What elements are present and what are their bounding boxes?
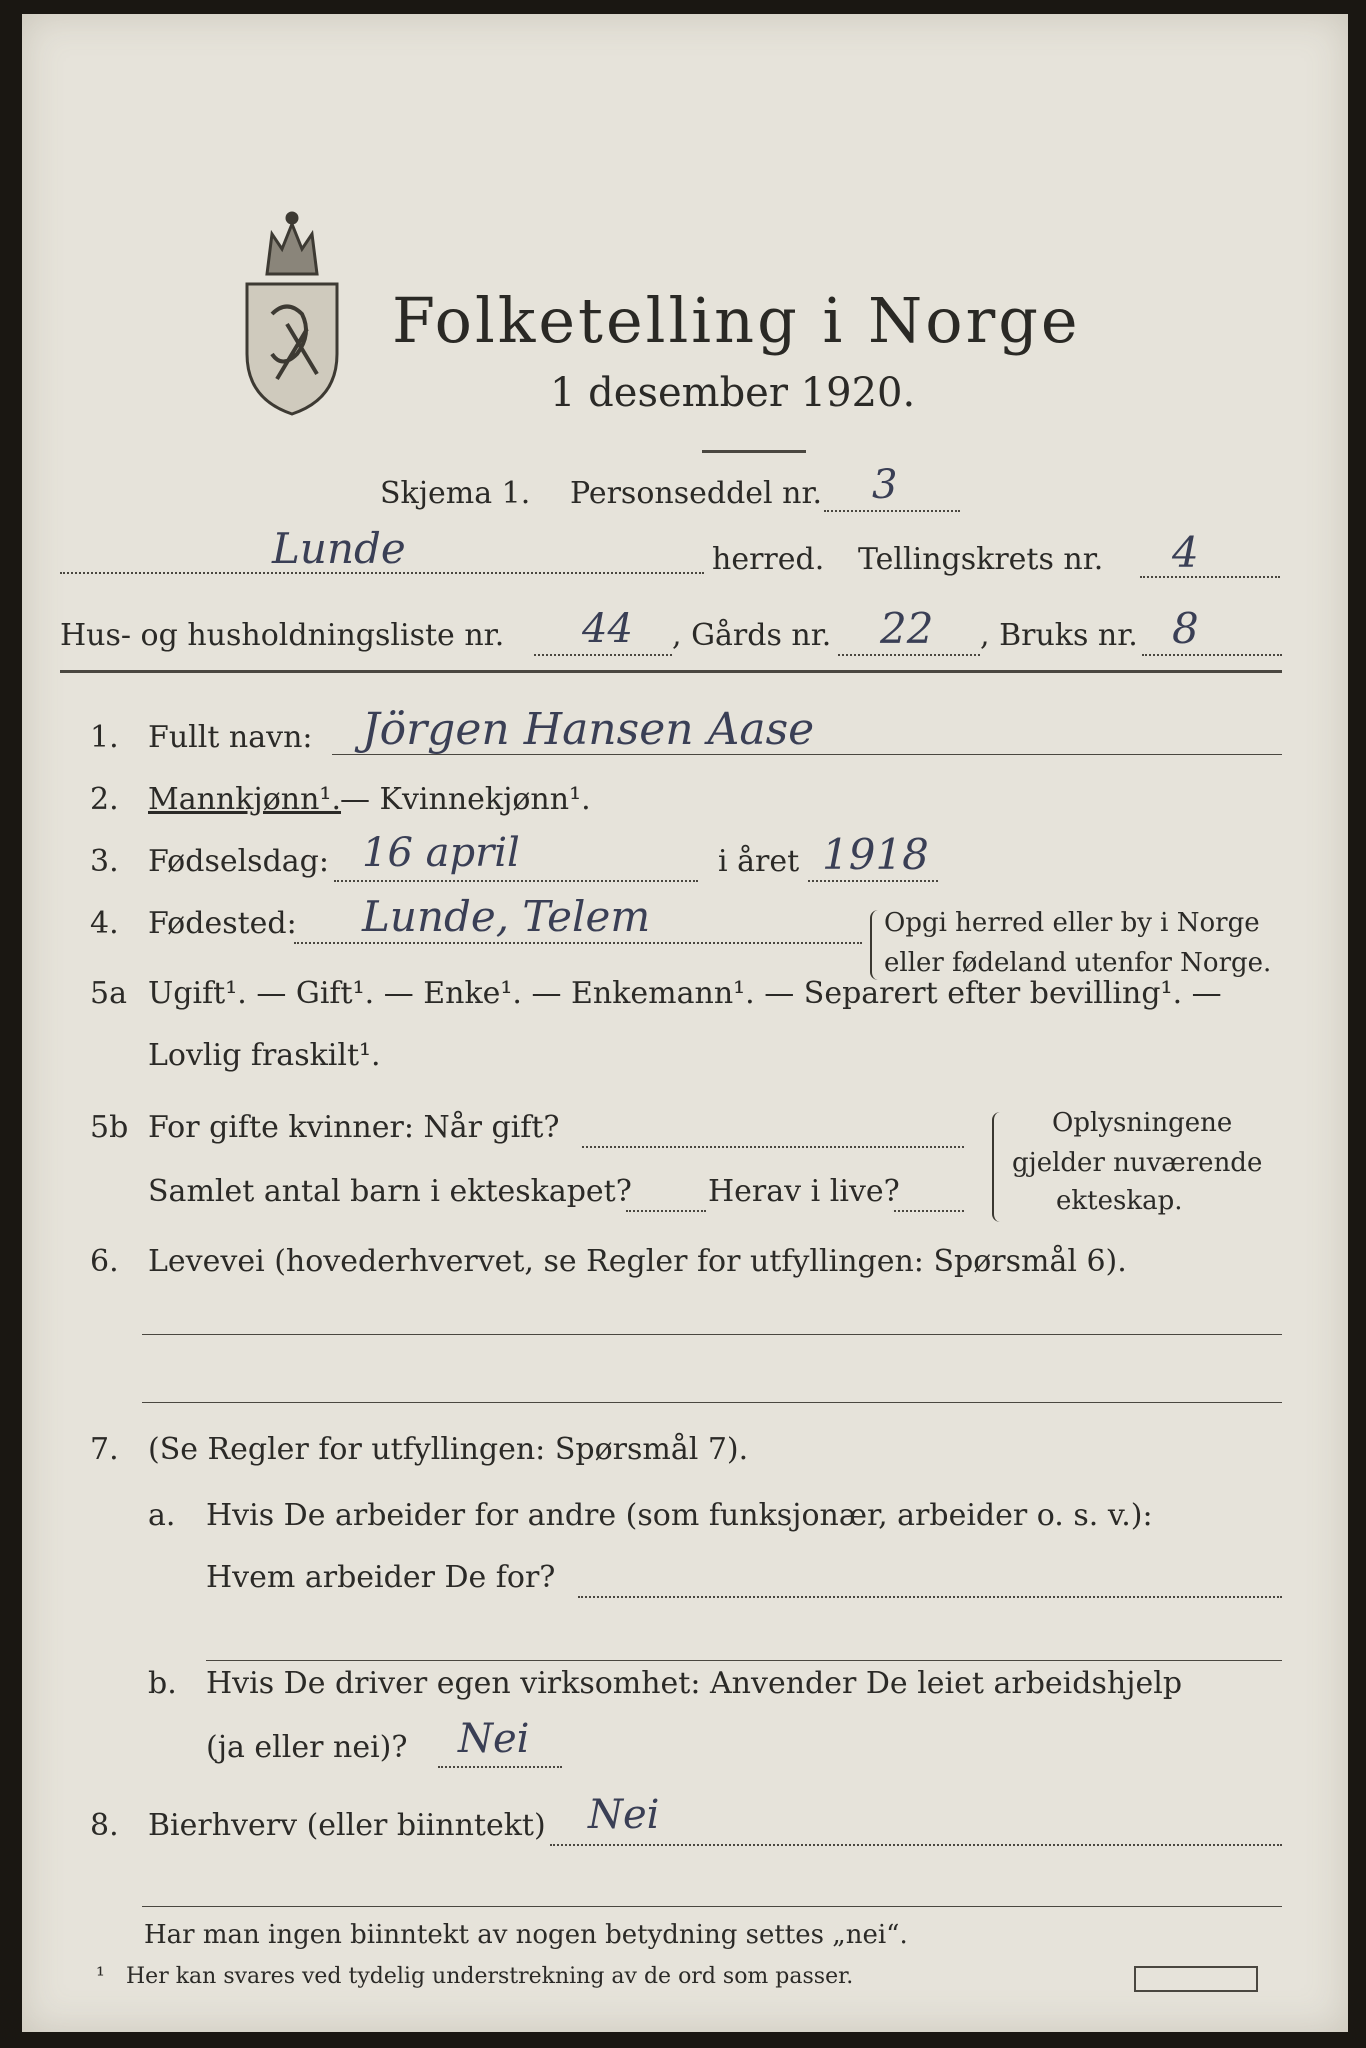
occupation-line-2 (142, 1402, 1282, 1403)
married-when-line (582, 1146, 964, 1148)
q5b-note-line3: ekteskap. (1056, 1186, 1183, 1216)
tellingskrets-value[interactable]: 4 (1172, 528, 1199, 577)
census-date: 1 desember 1920. (550, 370, 916, 416)
occupation-label: Levevei (hovederhvervet, se Regler for utfyllingen: Spørsmål 6). (148, 1244, 1127, 1279)
gards-line (838, 654, 980, 656)
footer-note: Har man ingen biinntekt av nogen betydning settes „nei“. (144, 1920, 908, 1950)
gards-value[interactable]: 22 (880, 604, 934, 653)
side-income-label: Bierhverv (eller biinntekt) (148, 1808, 546, 1843)
bruks-line (1142, 654, 1282, 656)
married-when-label: For gifte kvinner: Når gift? (148, 1110, 560, 1145)
marital-options[interactable]: Ugift¹. — Gift¹. — Enke¹. — Enkemann¹. — Separert efter bevilling¹. — (148, 976, 1222, 1011)
gards-label: , Gårds nr. (672, 618, 832, 653)
side-income-value[interactable]: Nei (588, 1792, 660, 1838)
birthday-value[interactable]: 16 april (362, 830, 520, 876)
side-income-line-2 (142, 1906, 1282, 1907)
herred-label: herred. (712, 542, 825, 577)
personseddel-label: Personseddel nr. (570, 476, 823, 511)
q7b-question: Hvis De driver egen virksomhet: Anvender De leiet arbeidshjelp (206, 1666, 1183, 1701)
q5b-note-brace (992, 1112, 1002, 1222)
q7a-question: Hvis De arbeider for andre (som funksjonær, arbeider o. s. v.): (206, 1498, 1153, 1533)
tellingskrets-label: Tellingskrets nr. (858, 542, 1104, 577)
birthplace-label: Fødested: (148, 906, 297, 941)
q5b-note-line1: Oplysningene (1052, 1108, 1233, 1138)
census-form-sheet (22, 14, 1348, 2032)
birth-year-line (808, 880, 938, 882)
children-alive-label: Herav i live? (708, 1174, 900, 1209)
employer-line-1 (578, 1596, 1282, 1598)
employer-line-2 (206, 1660, 1282, 1661)
male-option[interactable]: Mannkjønn¹. (148, 782, 341, 817)
hired-help-line (438, 1766, 562, 1768)
birthplace-line (294, 942, 862, 944)
q4-note-line2: eller fødeland utenfor Norge. (884, 948, 1272, 978)
q4-note-brace (870, 910, 880, 980)
tellingskrets-line (1140, 576, 1280, 578)
q5a-number: 5a (90, 976, 127, 1011)
header-rule (60, 670, 1282, 673)
q5b-note-line2: gjelder nuværende (1012, 1148, 1263, 1178)
q7b-letter: b. (148, 1666, 177, 1701)
full-name-value[interactable]: Jörgen Hansen Aase (362, 704, 815, 755)
birth-year-label: i året (718, 844, 800, 879)
q8-number: 8. (90, 1808, 119, 1843)
birth-year-value[interactable]: 1918 (822, 830, 929, 879)
hus-label: Hus- og husholdningsliste nr. (60, 618, 505, 653)
q6-number: 6. (90, 1244, 119, 1279)
personseddel-value[interactable]: 3 (872, 462, 898, 508)
bruks-label: , Bruks nr. (980, 618, 1138, 653)
footnote-mark: ¹ (96, 1964, 105, 1989)
q1-number: 1. (90, 720, 119, 755)
title-rule (702, 450, 806, 453)
personseddel-line (824, 510, 960, 512)
q7a-letter: a. (148, 1498, 176, 1533)
coat-of-arms-icon (232, 204, 352, 424)
printer-stamp-icon (1134, 1966, 1258, 1992)
form-title: Folketelling i Norge (392, 284, 1081, 357)
birthplace-value[interactable]: Lunde, Telem (362, 892, 651, 941)
marital-options-divorced[interactable]: Lovlig fraskilt¹. (148, 1038, 381, 1073)
footnote-text: Her kan svares ved tydelig understrekning av de ord som passer. (126, 1964, 854, 1989)
birthday-line (334, 880, 698, 882)
q4-number: 4. (90, 906, 119, 941)
children-total-label: Samlet antal barn i ekteskapet? (148, 1174, 632, 1209)
employer-label: Hvem arbeider De for? (206, 1560, 556, 1595)
hired-help-label: (ja eller nei)? (206, 1730, 408, 1765)
q7-number: 7. (90, 1432, 119, 1467)
q5b-number: 5b (90, 1110, 129, 1145)
birthday-label: Fødselsdag: (148, 844, 329, 879)
q4-note-line1: Opgi herred eller by i Norge (884, 908, 1260, 938)
q3-number: 3. (90, 844, 119, 879)
hus-line (534, 654, 672, 656)
q2-number: 2. (90, 782, 119, 817)
female-option[interactable]: — Kvinnekjønn¹. (340, 782, 591, 817)
herred-value[interactable]: Lunde (272, 524, 406, 573)
children-total-line (626, 1210, 706, 1212)
occupation-line-1 (142, 1334, 1282, 1335)
hired-help-value[interactable]: Nei (458, 1716, 530, 1762)
skjema-label: Skjema 1. (380, 476, 531, 511)
children-alive-line (894, 1210, 964, 1212)
q7-label: (Se Regler for utfyllingen: Spørsmål 7). (148, 1432, 749, 1467)
hus-value[interactable]: 44 (582, 606, 633, 652)
side-income-line-1 (550, 1844, 1282, 1846)
q1-label: Fullt navn: (148, 720, 313, 755)
bruks-value[interactable]: 8 (1172, 604, 1199, 653)
